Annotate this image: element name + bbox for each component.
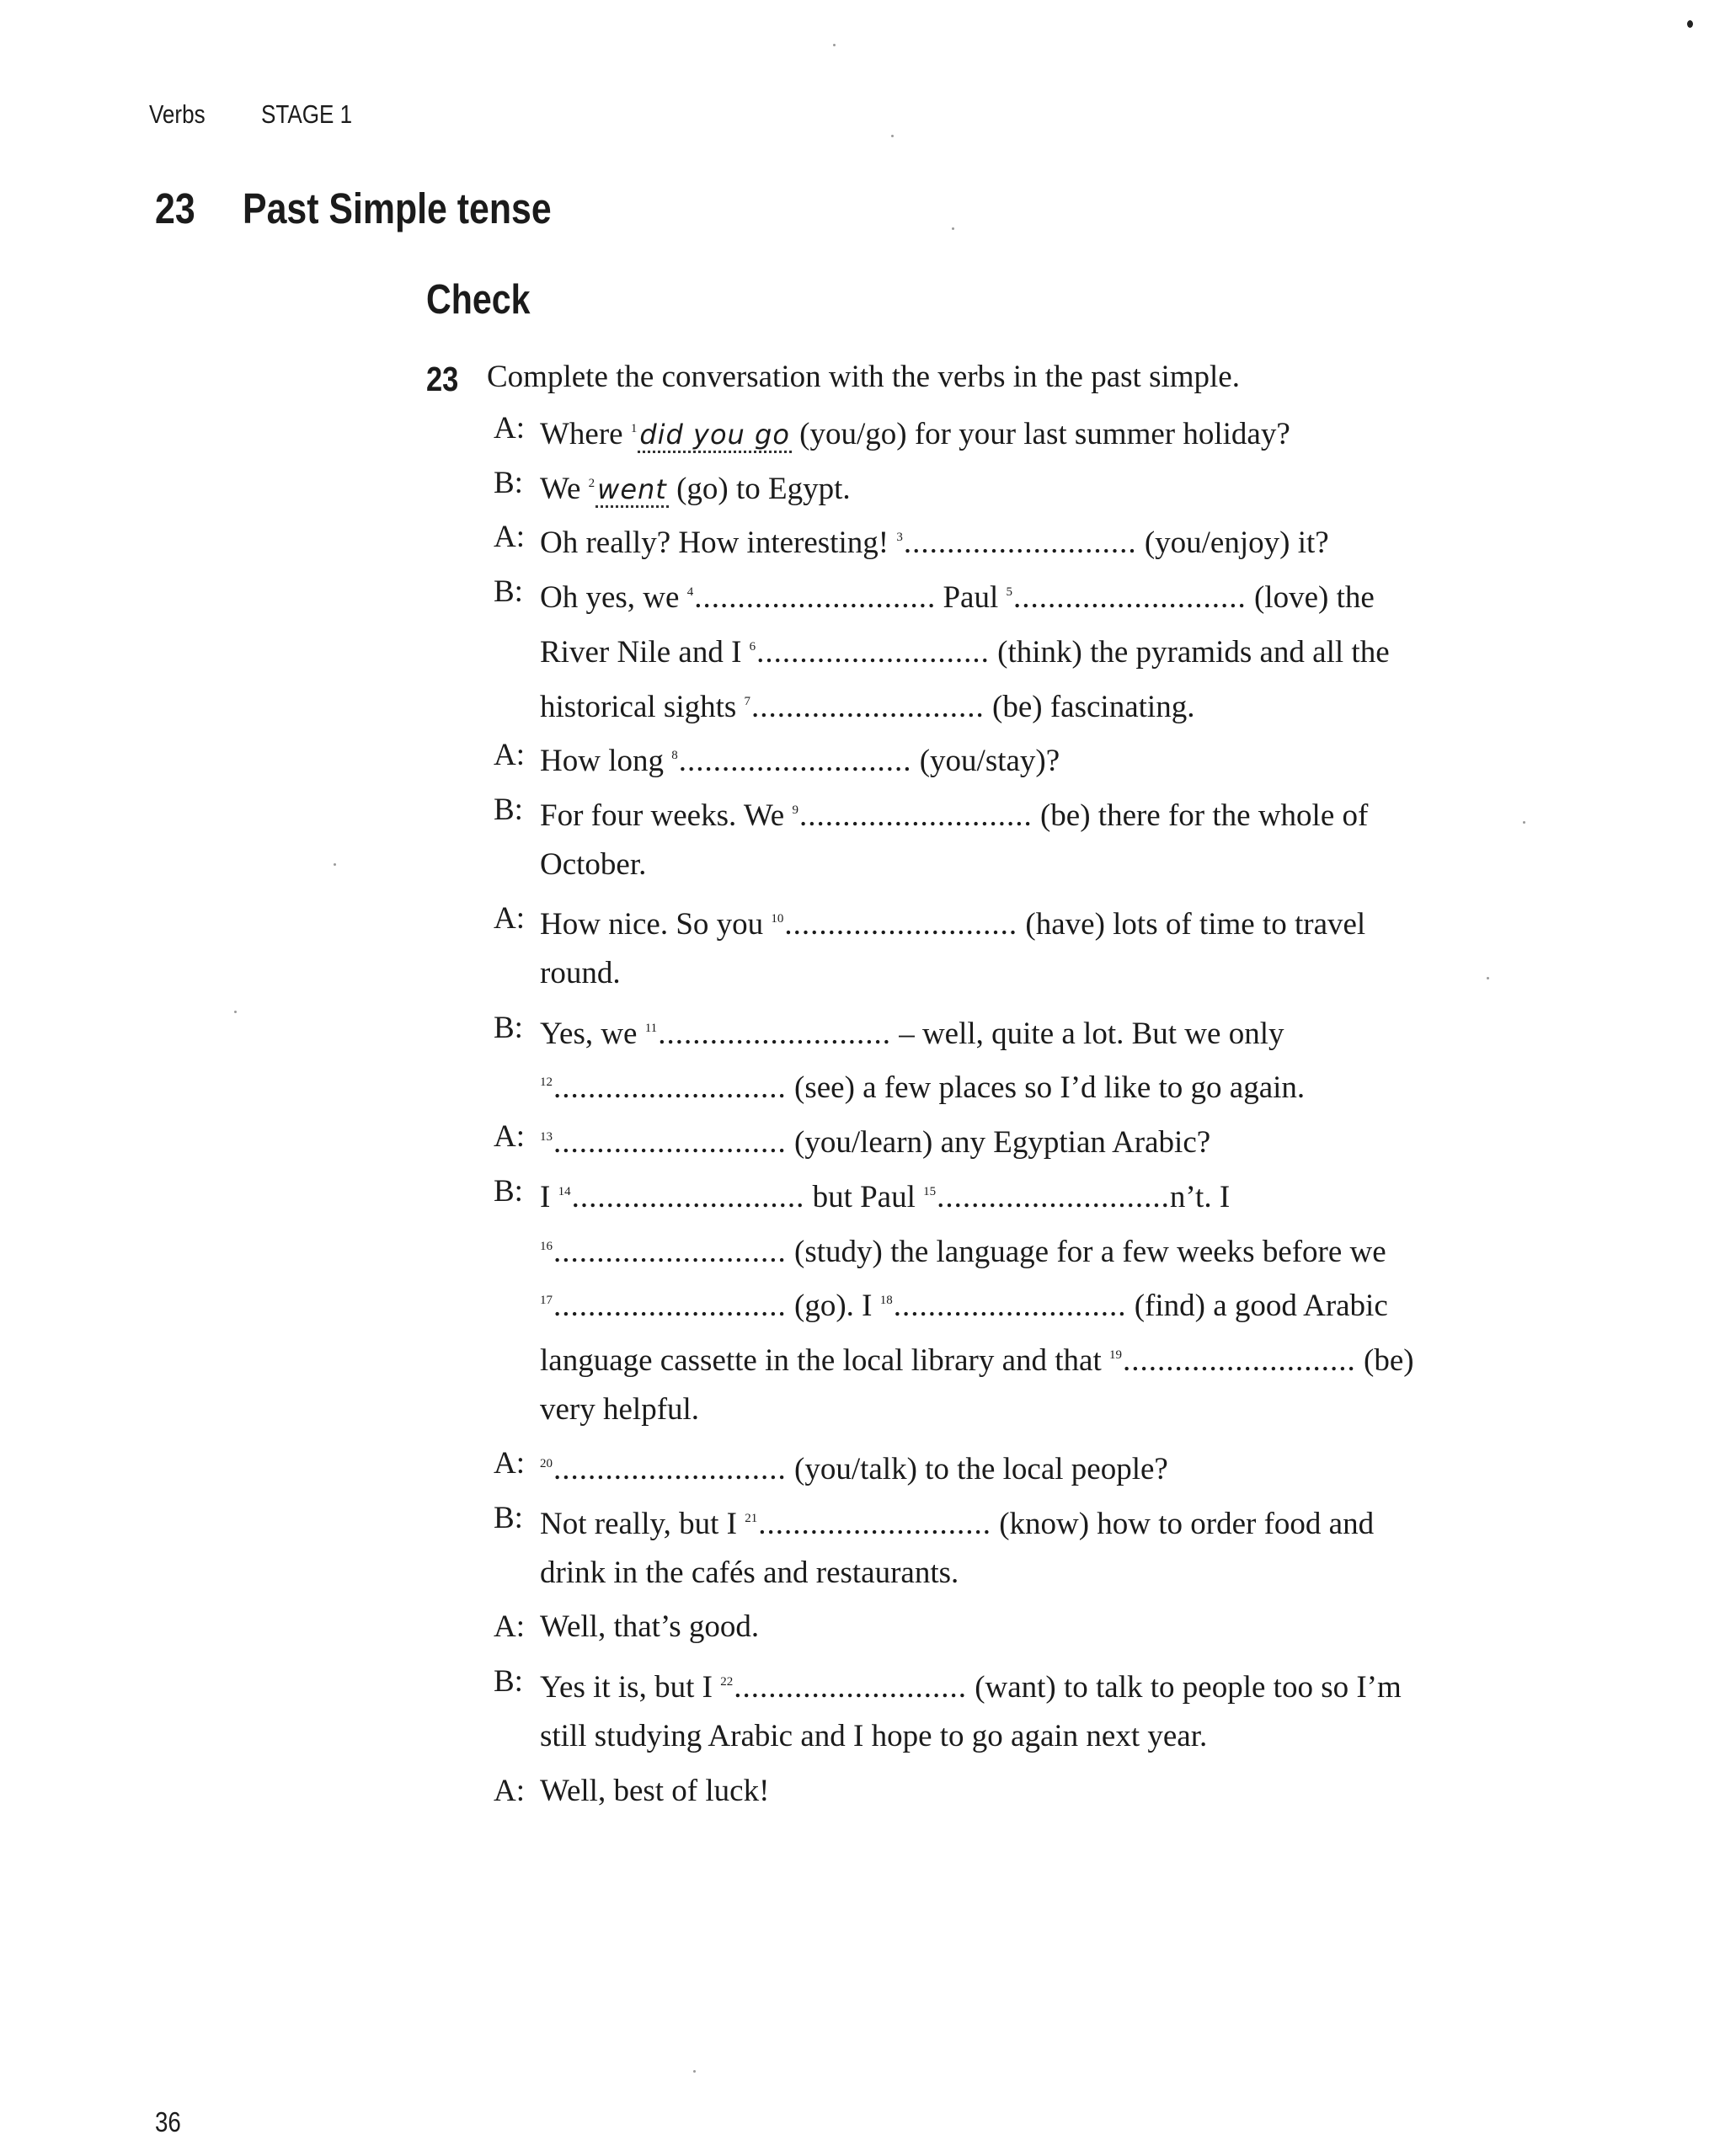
line-fragment: October. bbox=[540, 846, 647, 882]
answer-gap: ........................... bbox=[734, 1670, 967, 1705]
line-text bbox=[540, 1390, 699, 1429]
scan-speck bbox=[952, 227, 954, 230]
line-text bbox=[540, 1118, 1210, 1162]
dialogue-line bbox=[0, 1662, 1725, 1705]
dialogue-line bbox=[0, 846, 1725, 884]
line-text bbox=[540, 1554, 959, 1593]
line-fragment: very helpful. bbox=[540, 1391, 700, 1427]
dialogue-line bbox=[0, 1717, 1725, 1756]
gap-number: 16 bbox=[540, 1239, 553, 1253]
scan-speck bbox=[833, 44, 836, 46]
line-fragment: but Paul bbox=[804, 1179, 924, 1214]
line-fragment: (you/go) for your last summer holiday? bbox=[791, 417, 1290, 451]
line-fragment: (you/learn) any Egyptian Arabic? bbox=[786, 1125, 1211, 1161]
gap-number: 21 bbox=[745, 1512, 758, 1525]
line-text bbox=[540, 627, 1390, 672]
line-text bbox=[540, 1772, 769, 1811]
gap-number: 2 bbox=[588, 476, 595, 490]
gap-number: 15 bbox=[923, 1184, 937, 1198]
line-fragment: (love) the bbox=[1246, 580, 1375, 616]
scan-speck bbox=[693, 2070, 696, 2073]
line-fragment: Well, that’s good. bbox=[540, 1609, 760, 1645]
handwritten-answer: did you go bbox=[638, 419, 792, 453]
line-text bbox=[540, 899, 1365, 944]
dialogue-line bbox=[0, 1118, 1725, 1161]
line-fragment: How nice. So you bbox=[540, 907, 772, 942]
speaker-label: A: bbox=[494, 411, 525, 446]
scan-speck bbox=[1487, 977, 1489, 979]
running-head-stage: STAGE 1 bbox=[261, 99, 353, 129]
gap-number: 10 bbox=[771, 912, 784, 926]
speaker-label: A: bbox=[494, 520, 525, 555]
line-text bbox=[540, 1336, 1414, 1380]
line-text bbox=[540, 1009, 1284, 1054]
scan-speck bbox=[234, 1011, 237, 1013]
answer-gap: ........................... bbox=[758, 1507, 991, 1541]
answer-gap: ........................... bbox=[784, 907, 1018, 942]
line-text bbox=[540, 1717, 1207, 1756]
answer-gap: ........................... bbox=[893, 1289, 1127, 1324]
line-text bbox=[540, 573, 1375, 617]
line-text bbox=[540, 954, 621, 993]
answer-gap: ........................... bbox=[751, 689, 985, 724]
dialogue-line bbox=[0, 1063, 1725, 1106]
line-text bbox=[540, 736, 1060, 781]
dialogue-line bbox=[0, 1390, 1725, 1429]
answer-gap: ........................... bbox=[937, 1179, 1170, 1214]
dialogue-line bbox=[0, 627, 1725, 670]
gap-number: 8 bbox=[671, 749, 678, 763]
line-fragment: We bbox=[540, 471, 589, 506]
speaker-label: A: bbox=[494, 1446, 525, 1481]
answer-gap: ........................... bbox=[553, 1070, 787, 1106]
speaker-label: A: bbox=[494, 738, 525, 773]
dialogue-line bbox=[0, 518, 1725, 561]
line-fragment: For four weeks. We bbox=[540, 798, 793, 833]
unit-title: Past Simple tense bbox=[243, 184, 552, 232]
line-text bbox=[540, 1499, 1374, 1544]
line-fragment: – well, quite a lot. But we only bbox=[890, 1016, 1284, 1051]
line-fragment: (see) a few places so I’d like to go again. bbox=[786, 1070, 1306, 1106]
dialogue-line bbox=[0, 791, 1725, 833]
exercise-instruction: Complete the conversation with the verbs in the past simple. bbox=[487, 360, 1240, 394]
gap-number: 9 bbox=[792, 803, 798, 817]
line-fragment: Not really, but I bbox=[540, 1507, 745, 1541]
speaker-label: B: bbox=[494, 465, 523, 500]
line-fragment: Yes, we bbox=[540, 1016, 645, 1051]
dialogue-line bbox=[0, 409, 1725, 451]
line-fragment: (be) there for the whole of bbox=[1032, 798, 1369, 833]
answer-gap: ........................... bbox=[798, 798, 1033, 833]
dialogue-line bbox=[0, 1336, 1725, 1378]
gap-number: 4 bbox=[686, 585, 694, 600]
gap-number: 5 bbox=[1006, 585, 1012, 600]
answer-gap: ........................... bbox=[571, 1179, 805, 1214]
line-fragment: (be) fascinating. bbox=[984, 689, 1195, 724]
line-text bbox=[540, 1662, 1402, 1707]
answer-gap: ........................... bbox=[553, 1234, 787, 1269]
line-fragment: Well, best of luck! bbox=[540, 1773, 770, 1808]
gap-number: 20 bbox=[540, 1457, 553, 1471]
speaker-label: B: bbox=[494, 1664, 523, 1700]
line-fragment: (go) to Egypt. bbox=[668, 471, 851, 506]
line-fragment: language cassette in the local library and that bbox=[540, 1342, 1110, 1378]
dialogue-line bbox=[0, 1554, 1725, 1593]
dialogue-line bbox=[0, 1444, 1725, 1487]
line-fragment: (think) the pyramids and all the bbox=[989, 634, 1390, 670]
gap-number: 14 bbox=[558, 1184, 571, 1198]
line-fragment: (be) bbox=[1355, 1342, 1414, 1378]
unit-number: 23 bbox=[155, 184, 195, 232]
check-heading: Check bbox=[426, 277, 531, 323]
line-fragment: (want) to talk to people too so I’m bbox=[966, 1670, 1402, 1705]
line-text bbox=[540, 464, 851, 509]
dialogue-line bbox=[0, 899, 1725, 942]
line-fragment: drink in the cafés and restaurants. bbox=[540, 1555, 959, 1590]
gap-number: 22 bbox=[720, 1675, 734, 1689]
line-fragment: (you/enjoy) it? bbox=[1136, 526, 1329, 561]
line-fragment: (you/talk) to the local people? bbox=[786, 1452, 1168, 1487]
handwritten-answer: went bbox=[595, 473, 669, 508]
line-fragment: I bbox=[540, 1179, 558, 1214]
line-text bbox=[540, 1227, 1386, 1272]
gap-number: 11 bbox=[644, 1021, 658, 1035]
dialogue-line bbox=[0, 682, 1725, 724]
dialogue-line bbox=[0, 464, 1725, 506]
running-head-section: Verbs bbox=[149, 99, 206, 129]
answer-gap: ........................... bbox=[1123, 1342, 1356, 1378]
exercise-number: 23 bbox=[426, 360, 459, 398]
answer-gap: ........................... bbox=[553, 1125, 787, 1161]
answer-gap: ........................... bbox=[553, 1289, 787, 1324]
line-fragment: How long bbox=[540, 744, 672, 779]
line-fragment: . Paul bbox=[927, 580, 1007, 616]
line-fragment: Oh yes, we bbox=[540, 580, 687, 616]
answer-gap: ........................... bbox=[553, 1452, 787, 1487]
line-text bbox=[540, 791, 1368, 835]
line-fragment: n’t. I bbox=[1169, 1179, 1231, 1214]
answer-gap: ........................... bbox=[1012, 580, 1247, 616]
scan-speck bbox=[334, 863, 336, 866]
dialogue-line bbox=[0, 573, 1725, 616]
gap-number: 17 bbox=[540, 1294, 553, 1308]
line-fragment: Yes it is, but I bbox=[540, 1670, 721, 1705]
line-fragment: historical sights bbox=[540, 689, 745, 724]
scan-speck bbox=[1687, 20, 1693, 28]
line-fragment: Oh really? How interesting! bbox=[540, 526, 897, 561]
dialogue-line bbox=[0, 954, 1725, 993]
line-text bbox=[540, 518, 1329, 563]
line-fragment: Where bbox=[540, 417, 631, 451]
gap-number: 19 bbox=[1109, 1348, 1123, 1362]
scan-speck bbox=[891, 135, 894, 137]
gap-number: 18 bbox=[879, 1294, 893, 1308]
line-fragment: round. bbox=[540, 956, 621, 990]
gap-number: 12 bbox=[540, 1075, 553, 1090]
line-text bbox=[540, 1063, 1305, 1107]
speaker-label: A: bbox=[494, 1119, 525, 1155]
dialogue-line bbox=[0, 1281, 1725, 1324]
answer-gap: ........................... bbox=[756, 634, 990, 670]
dialogue-line bbox=[0, 1227, 1725, 1269]
answer-gap: ........................... bbox=[903, 526, 1137, 561]
gap-number: 3 bbox=[896, 531, 903, 545]
dialogue-line bbox=[0, 736, 1725, 779]
speaker-label: A: bbox=[494, 901, 525, 937]
line-text bbox=[540, 846, 646, 884]
line-fragment: (you/stay)? bbox=[911, 744, 1060, 779]
answer-gap: ........................... bbox=[694, 580, 927, 616]
scan-speck bbox=[1523, 821, 1525, 824]
gap-number: 13 bbox=[540, 1130, 553, 1145]
line-text bbox=[540, 1444, 1168, 1489]
dialogue-line bbox=[0, 1172, 1725, 1214]
dialogue-line bbox=[0, 1608, 1725, 1646]
line-text bbox=[540, 1281, 1388, 1326]
line-text bbox=[540, 682, 1194, 727]
line-fragment: (find) a good Arabic bbox=[1126, 1289, 1388, 1324]
page-number: 36 bbox=[155, 2106, 181, 2137]
answer-gap: ........................... bbox=[658, 1016, 891, 1051]
speaker-label: B: bbox=[494, 574, 523, 610]
dialogue-line bbox=[0, 1499, 1725, 1541]
speaker-label: A: bbox=[494, 1773, 525, 1808]
gap-number: 1 bbox=[630, 422, 638, 435]
answer-gap: ........................... bbox=[678, 744, 912, 779]
speaker-label: B: bbox=[494, 1173, 523, 1209]
line-fragment: (go). I bbox=[786, 1289, 880, 1324]
dialogue-line bbox=[0, 1772, 1725, 1811]
line-fragment: River Nile and I bbox=[540, 634, 750, 670]
line-fragment: (study) the language for a few weeks before we bbox=[786, 1234, 1386, 1269]
line-fragment: (know) how to order food and bbox=[991, 1507, 1375, 1541]
gap-number: 7 bbox=[744, 694, 751, 708]
line-fragment: still studying Arabic and I hope to go again next year. bbox=[540, 1718, 1208, 1753]
speaker-label: B: bbox=[494, 1501, 523, 1535]
speaker-label: A: bbox=[494, 1609, 525, 1645]
line-text bbox=[540, 1608, 759, 1646]
speaker-label: B: bbox=[494, 1010, 523, 1045]
speaker-label: B: bbox=[494, 792, 523, 827]
line-fragment: (have) lots of time to travel bbox=[1017, 907, 1366, 942]
line-text bbox=[540, 409, 1290, 454]
gap-number: 6 bbox=[749, 639, 756, 654]
dialogue-line bbox=[0, 1009, 1725, 1051]
line-text bbox=[540, 1172, 1230, 1217]
